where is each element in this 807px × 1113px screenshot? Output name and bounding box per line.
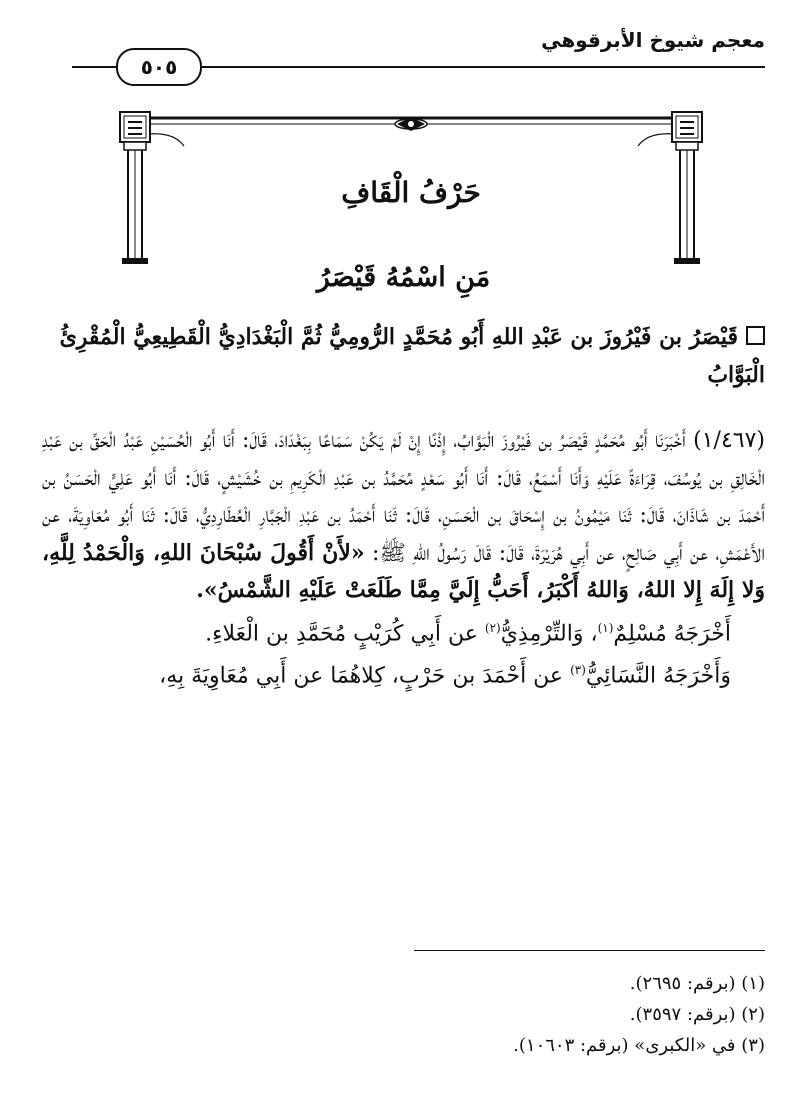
- entry-heading: [42, 318, 765, 394]
- takhrij-line-2: [42, 652, 765, 695]
- takhrij-1-c: عن أَبِي كُرَيْبٍ مُحَمَّدِ بن الْعَلاءِ.: [205, 620, 485, 646]
- hadith-text: «لأَنْ أَقُولَ سُبْحَانَ اللهِ، وَالْحَمْدُ لِلَّهِ، وَلا إِلَهَ إِلا اللهُ، وَاللهُ أَكْبَرُ، أَحَبُّ إِلَيَّ مِمَّا طَلَعَتْ عَلَيْهِ الشَّمْسُ».: [42, 539, 765, 603]
- hadith-paragraph: [42, 422, 765, 610]
- footnote-3: (٣) في «الكبرى» (برقم: ١٠٦٠٣).: [513, 1035, 765, 1056]
- takhrij-2-a: وَأَخْرَجَهُ النَّسَائِيُّ: [585, 663, 731, 689]
- chapter-title: حَرْفُ الْقَافِ: [341, 176, 481, 209]
- takhrij-1-b: ، وَالتِّرْمِذِيُّ: [500, 620, 598, 646]
- checkbox-icon[interactable]: [746, 326, 765, 345]
- footnote-1: (١) (برقم: ٢٦٩٥).: [629, 973, 765, 994]
- footnotes: [300, 968, 765, 1061]
- footnote-ref-1[interactable]: (١): [597, 620, 614, 635]
- footnote-rule: [414, 950, 765, 951]
- section-title: مَنِ اسْمُهُ قَيْصَرُ: [316, 262, 491, 293]
- page-number: ٥٠٥: [116, 48, 202, 86]
- takhrij-2-b: عن أَحْمَدَ بن حَرْبٍ، كِلاهُمَا عن أَبِي مُعَاوِيَةَ بِهِ،: [159, 663, 571, 689]
- footnote-ref-2[interactable]: (٢): [484, 620, 501, 635]
- isnad-text: (١/٤٦٧) أَخْبَرَنَا أَبُو مُحَمَّدٍ قَيْصَرُ بن فَيْرُوزَ الْبَوَّابُ، إِذْنًا إِنْ لَمْ يَكُنْ سَمَاعًا بِبَغْدَادَ، قَالَ: أَنَا أَبُو الْحُسَيْنِ عَبْدُ الْحَقِّ بن عَبْدِ الْخَالِقِ بن يُوسُفَ، قِرَاءَةً عَلَيْهِ وَأَنَا أَسْمَعُ، قَالَ: أَنَا أَبُو سَعْدٍ مُحَمَّدُ بن عَبْدِ الْكَرِيمِ بن خُشَيْشٍ، قَالَ: أَنَا أَبُو عَلِيٍّ الْحَسَنُ بن أَحْمَدَ بن شَاذَانَ، قَالَ: ثَنَا مَيْمُونُ بن إِسْحَاقَ بن الْحَسَنِ، قَالَ: ثَنَا أَحْمَدُ بن عَبْدِ الْجَبَّارِ الْعُطَارِدِيُّ، قَالَ: ثَنَا أَبُو مُعَاوِيَةَ، عن الأَعْمَشِ، عن أَبِي صَالِحٍ، عن أَبِي هُرَيْرَةَ، قَالَ: قَالَ رَسُولُ اللهِ ﷺ:: [42, 428, 765, 566]
- footnote-2: (٢) (برقم: ٣٥٩٧).: [629, 1004, 765, 1025]
- footnote-ref-3[interactable]: (٣): [570, 663, 586, 678]
- takhrij-1-a: أَخْرَجَهُ مُسْلِمٌ: [613, 620, 731, 646]
- takhrij-line-1: [42, 610, 765, 653]
- running-title: معجم شيوخ الأبرقوهي: [541, 28, 765, 52]
- entry-heading-text: قَيْصَرُ بن فَيْرُوزَ بن عَبْدِ اللهِ أَبُو مُحَمَّدٍ الرُّومِيُّ ثُمَّ الْبَغْدَادِيُّ الْقَطِيعِيُّ الْمُقْرِئُ الْبَوَّابُ: [59, 324, 765, 388]
- hadith-body: [42, 422, 765, 695]
